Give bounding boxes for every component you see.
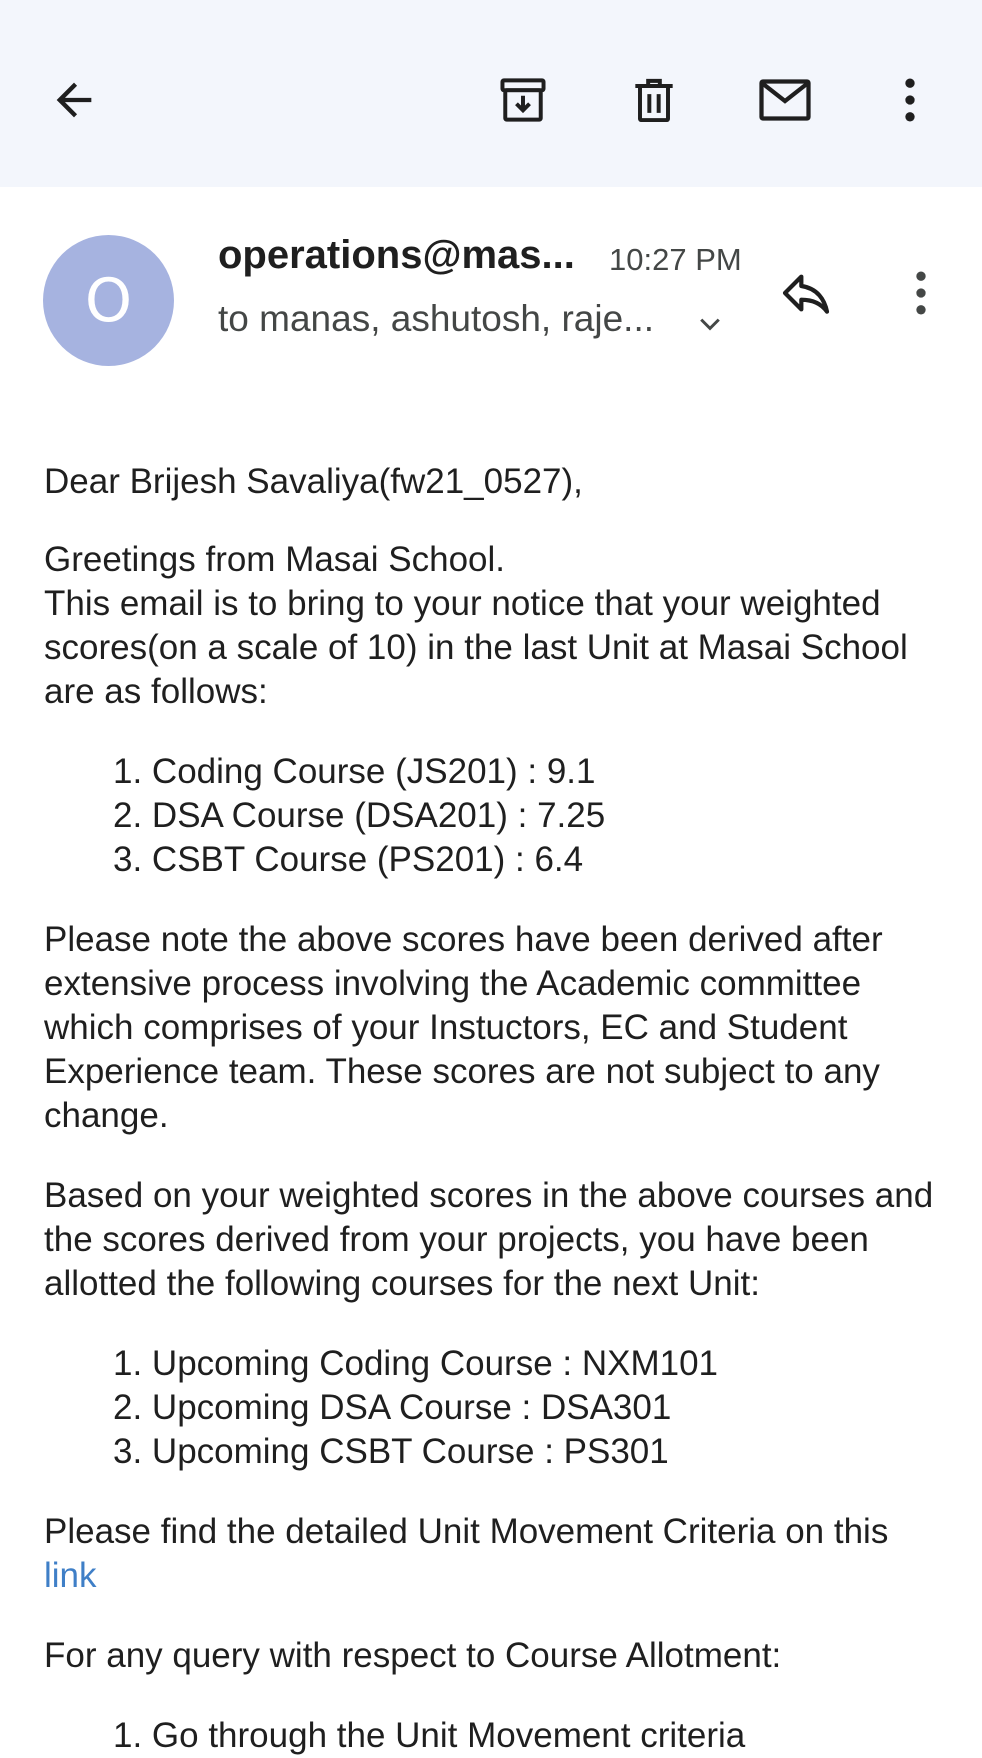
greeting: Dear Brijesh Savaliya(fw21_0527), bbox=[44, 462, 583, 501]
criteria-link[interactable]: link bbox=[44, 1556, 97, 1595]
sender-name[interactable]: operations@mas... bbox=[218, 233, 575, 277]
score-item: 1. Coding Course (JS201) : 9.1 bbox=[113, 752, 596, 791]
allotted-course-item: 2. Upcoming DSA Course : DSA301 bbox=[113, 1388, 672, 1427]
top-app-bar bbox=[0, 0, 982, 187]
allotment-intro: Based on your weighted scores in the above courses and the scores derived from your projects, you have been allotted the following courses for the next Unit: bbox=[44, 1176, 934, 1303]
reply-button[interactable] bbox=[778, 265, 834, 326]
allotted-course-item: 3. Upcoming CSBT Course : PS301 bbox=[113, 1432, 669, 1471]
more-vert-icon bbox=[882, 72, 938, 128]
note-paragraph: Please note the above scores have been derived after extensive process involving the Academic committee which comprises of your Instuctors, EC and Student Experience team. These scores are not subject to any change. bbox=[44, 920, 883, 1135]
message-header bbox=[0, 187, 982, 387]
score-item: 2. DSA Course (DSA201) : 7.25 bbox=[113, 796, 606, 835]
more-options-button[interactable] bbox=[880, 70, 940, 130]
email-body bbox=[44, 460, 944, 1758]
recipients-summary[interactable]: to manas, ashutosh, raje... bbox=[218, 298, 655, 339]
allotted-course-item: 1. Upcoming Coding Course : NXM101 bbox=[113, 1344, 719, 1383]
reply-icon bbox=[778, 265, 834, 321]
more-vert-icon bbox=[900, 265, 942, 321]
intro-line: Greetings from Masai School. bbox=[44, 540, 506, 579]
message-more-button[interactable] bbox=[900, 265, 942, 326]
mark-unread-button[interactable] bbox=[752, 70, 818, 130]
sender-avatar[interactable] bbox=[43, 235, 174, 366]
expand-recipients-button[interactable] bbox=[695, 309, 725, 344]
trash-icon bbox=[626, 72, 682, 128]
mail-icon bbox=[755, 70, 815, 130]
archive-button[interactable] bbox=[493, 70, 553, 130]
criteria-paragraph bbox=[44, 1510, 944, 1598]
delete-button[interactable] bbox=[624, 70, 684, 130]
arrow-left-icon bbox=[48, 74, 100, 126]
message-time: 10:27 PM bbox=[609, 242, 742, 277]
query-intro: For any query with respect to Course Allotment: bbox=[44, 1636, 782, 1675]
back-button[interactable] bbox=[44, 70, 104, 130]
criteria-text: Please find the detailed Unit Movement Criteria on this bbox=[44, 1512, 889, 1551]
query-step-item: 1. Go through the Unit Movement criteria bbox=[113, 1716, 746, 1755]
archive-icon bbox=[495, 72, 551, 128]
intro-paragraph: This email is to bring to your notice that your weighted scores(on a scale of 10) in the last Unit at Masai School are as follows: bbox=[44, 584, 908, 711]
score-item: 3. CSBT Course (PS201) : 6.4 bbox=[113, 840, 584, 879]
avatar-letter: O bbox=[84, 265, 133, 336]
chevron-down-icon bbox=[695, 309, 725, 339]
